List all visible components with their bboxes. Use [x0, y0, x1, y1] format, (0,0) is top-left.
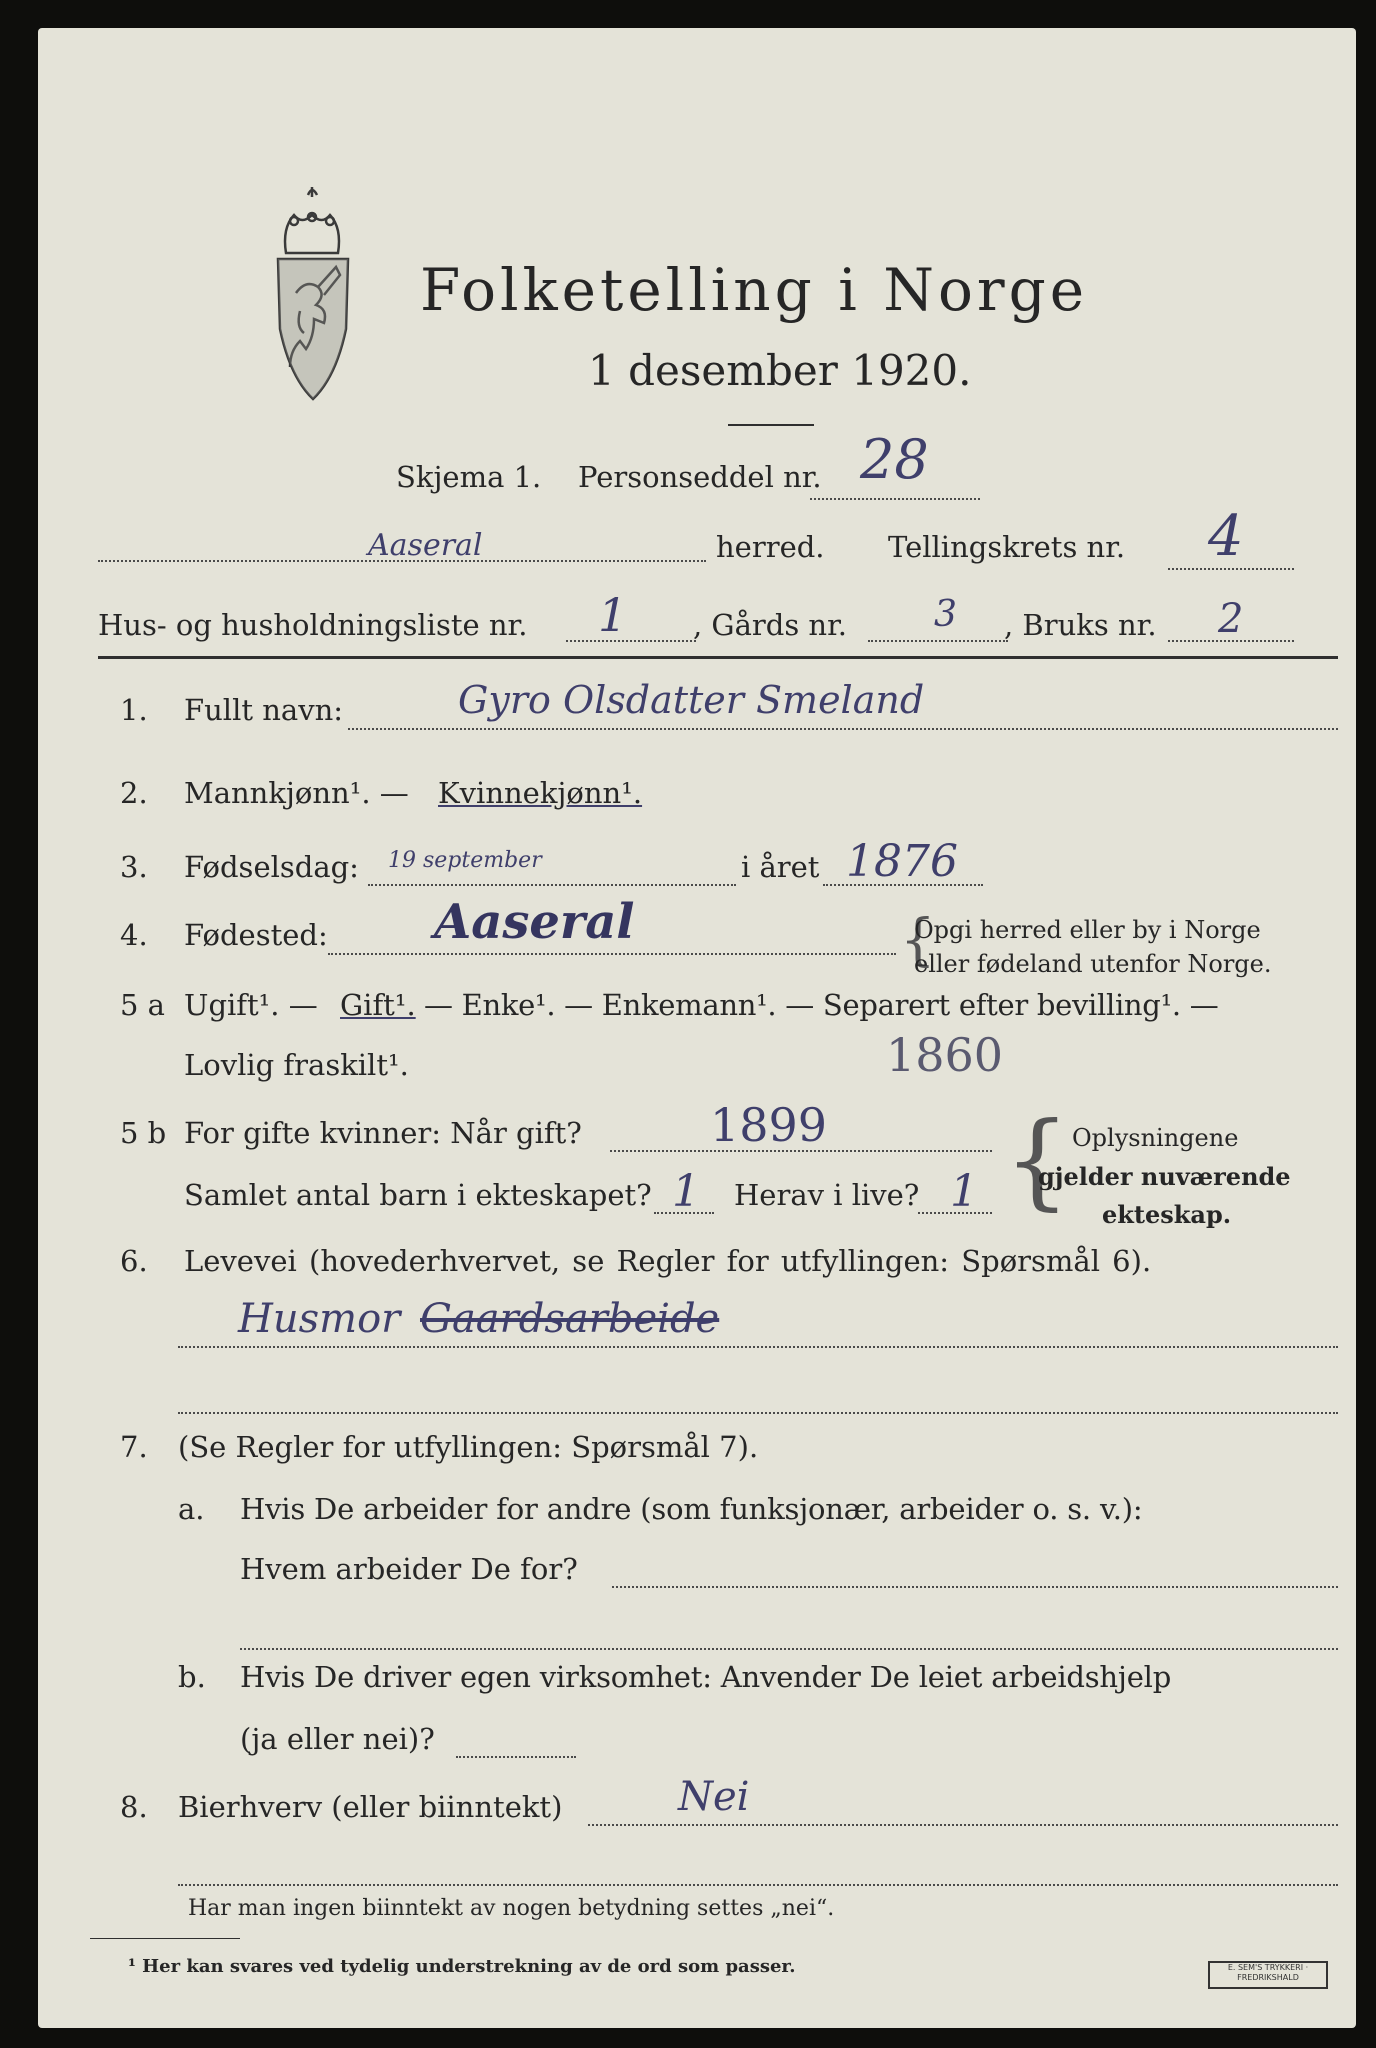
norway-coat-of-arms-icon	[256, 183, 366, 413]
q5b-married-value: 1899	[710, 1098, 828, 1152]
q5b-children-value: 1	[672, 1166, 700, 1217]
form-title: Folketelling i Norge	[420, 256, 1089, 324]
printer-stamp: E. SEM'S TRYKKERI · FREDRIKSHALD	[1208, 1961, 1328, 1989]
q2-number: 2.	[120, 776, 148, 810]
q7a-text1: Hvis De arbeider for andre (som funksjonær, arbeider o. s. v.):	[240, 1492, 1143, 1526]
q6-value: Husmor	[238, 1296, 401, 1342]
q7a-text2: Hvem arbeider De for?	[240, 1552, 578, 1586]
q7a-line1	[612, 1586, 1338, 1588]
bruks-label: , Bruks nr.	[1004, 608, 1157, 642]
q7-label: (Se Regler for utfyllingen: Spørsmål 7).	[178, 1430, 759, 1464]
footnote: ¹ Her kan svares ved tydelig understrekning av de ord som passer.	[128, 1956, 796, 1977]
q4-note-line1: Opgi herred eller by i Norge	[914, 916, 1261, 944]
q6-number: 6.	[120, 1244, 148, 1278]
q5a-annotation: 1860	[886, 1028, 1004, 1082]
q5b-alive-value: 1	[950, 1166, 978, 1217]
q5b-number: 5 b	[120, 1116, 167, 1150]
q2-option-male: Mannkjønn¹. —	[184, 776, 409, 810]
q3-year-label: i året	[741, 850, 820, 884]
q6-label: Levevei (hovederhvervet, se Regler for utfyllingen: Spørsmål 6).	[184, 1244, 1152, 1278]
q5a-option-fraskilt: Lovlig fraskilt¹.	[184, 1048, 409, 1082]
q7b-text1: Hvis De driver egen virksomhet: Anvender De leiet arbeidshjelp	[240, 1660, 1172, 1694]
herred-value: Aaseral	[368, 528, 483, 563]
q8-label: Bierhverv (eller biinntekt)	[178, 1790, 563, 1824]
q4-note-line2: eller fødeland utenfor Norge.	[914, 950, 1272, 978]
q7a-line2	[240, 1648, 1338, 1650]
q5a-option-ugift: Ugift¹. —	[184, 988, 318, 1022]
q5b-label-children: Samlet antal barn i ekteskapet?	[184, 1178, 652, 1212]
tellingskrets-value: 4	[1208, 504, 1244, 569]
hus-line	[566, 640, 696, 642]
gards-value: 3	[934, 594, 957, 635]
q3-label: Fødselsdag:	[184, 850, 359, 884]
q4-value: Aaseral	[434, 894, 635, 950]
hus-value: 1	[598, 588, 628, 642]
q1-line	[348, 728, 1338, 730]
q1-value: Gyro Olsdatter Smeland	[458, 678, 925, 722]
q1-number: 1.	[120, 693, 148, 727]
q8-value: Nei	[678, 1774, 750, 1820]
q8-line2	[178, 1884, 1338, 1886]
q8-line1	[588, 1824, 1338, 1826]
header-divider	[98, 656, 1338, 659]
q5a-options-rest: — Enke¹. — Enkemann¹. — Separert efter bevilling¹. —	[424, 988, 1219, 1022]
q1-label: Fullt navn:	[184, 693, 344, 727]
gards-line	[868, 640, 1008, 642]
q4-label: Fødested:	[184, 918, 328, 952]
census-form-page	[38, 28, 1356, 2028]
q5b-note-line1: Oplysningene	[1072, 1124, 1239, 1152]
q2-option-female: Kvinnekjønn¹.	[438, 776, 643, 810]
nei-note: Har man ingen biinntekt av nogen betydning settes „nei“.	[188, 1896, 835, 1921]
tellingskrets-label: Tellingskrets nr.	[888, 530, 1126, 564]
q8-number: 8.	[120, 1790, 148, 1824]
q5b-note-line2: gjelder nuværende	[1038, 1162, 1291, 1191]
q7b-line	[456, 1756, 576, 1758]
q5b-label-married: For gifte kvinner: Når gift?	[184, 1116, 582, 1150]
census-date: 1 desember 1920.	[588, 346, 972, 395]
q4-brace: {	[900, 908, 936, 973]
q4-line	[328, 953, 896, 955]
personseddel-value: 28	[860, 428, 929, 491]
q7b-letter: b.	[178, 1660, 206, 1694]
bruks-value: 2	[1218, 596, 1244, 642]
q5a-option-gift: Gift¹.	[340, 988, 416, 1022]
q6-struck-value: Gaardsarbeide	[420, 1296, 720, 1342]
q3-number: 3.	[120, 850, 148, 884]
q7b-text2: (ja eller nei)?	[240, 1722, 435, 1756]
q3-day-line	[368, 884, 736, 886]
title-rule	[728, 424, 814, 426]
q5b-label-alive: Herav i live?	[734, 1178, 920, 1212]
personseddel-label: Personseddel nr.	[578, 460, 822, 494]
herred-label: herred.	[716, 530, 825, 564]
q4-number: 4.	[120, 918, 148, 952]
q5a-number: 5 a	[120, 988, 165, 1022]
q6-line1	[178, 1346, 1338, 1348]
q7a-letter: a.	[178, 1492, 205, 1526]
q6-line2	[178, 1412, 1338, 1414]
schema-label: Skjema 1.	[396, 460, 542, 494]
gards-label: , Gårds nr.	[693, 608, 847, 642]
q5b-note-line3: ekteskap.	[1102, 1200, 1232, 1229]
personseddel-line	[810, 498, 980, 500]
hus-label: Hus- og husholdningsliste nr.	[98, 608, 528, 642]
q7-number: 7.	[120, 1430, 148, 1464]
footnote-divider	[90, 1938, 240, 1939]
q5b-brace: {	[1004, 1099, 1071, 1221]
q3-day-value: 19 september	[388, 848, 542, 873]
q3-year-value: 1876	[846, 836, 958, 887]
